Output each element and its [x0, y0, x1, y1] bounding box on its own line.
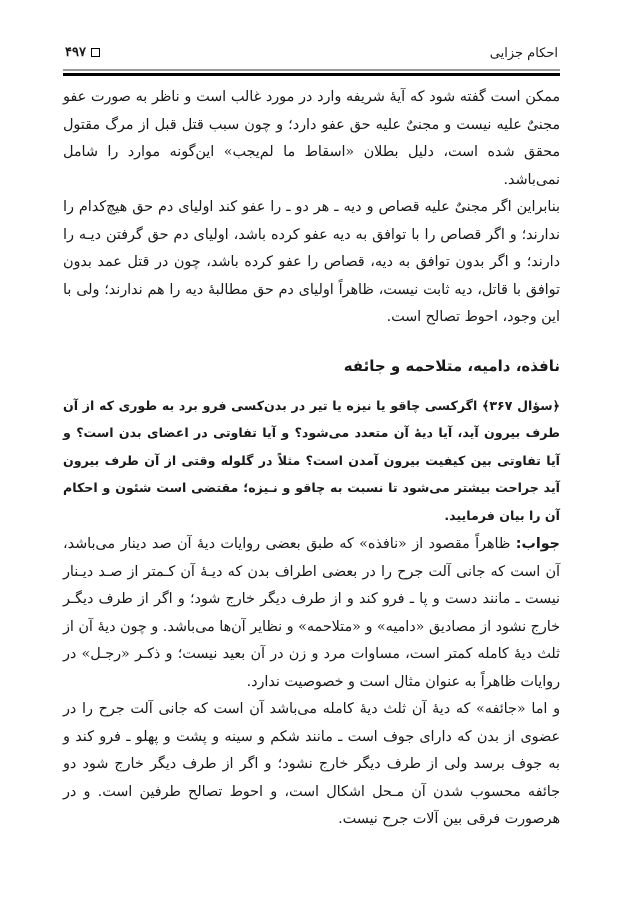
question-367: ﴿سؤال ۳۶۷﴾ اگرکسی چاقو یا نیزه یا تیر در بدن‌کسی فرو برد به طوری که از آن طرف بیرون آید، آیا دیهٔ آن متعدد می‌شود؟ و آیا تفاوتی در اعضای بدن است؟ و آیا تفاوتی بین کیفیت بیرون آمدن است؟ مثلاً در گلوله وقتی از آن طرف بیرون آید جراحت بیشتر می‌شود تا نسبت به چاقو و نـیزه؛ مقتضی است شئون و احکام آن را بیان فرمایید.: [63, 397, 560, 523]
header-rule-gray: [63, 69, 560, 71]
paragraph-1: ممکن است گفته شود که آیهٔ شریفه وارد در مورد غالب است و ناظر به صورت عفو مجنیٌ علیه نیست و مجنیٌ علیه حق عفو دارد؛ و چون سبب قتل قبل از مرگ مقتول محقق شده است، دلیل بطلان «اسقاط ما لم‌یجب» این‌گونه موارد را شامل نمی‌باشد.: [63, 89, 560, 188]
answer-label: جواب:: [515, 536, 560, 552]
page-number-block: [65, 45, 100, 60]
page-number: ۴۹۷: [65, 45, 86, 60]
book-page: [63, 0, 560, 899]
paragraph-2: بنابراین اگر مجنیٌ علیه قصاص و دیه ـ هر دو ـ را عفو کند اولیای دم حق هیچ‌کدام را ندارند؛ و اگر قصاص را با توافق به دیه عفو کرده باشد، اولیای دم حق گرفتن دیـه را دارند؛ و اگر بدون توافق به دیه، قصاص را عفو کرده باشد، چون در قتل عمد بدون توافق با قاتل، دیه ثابت نیست، ظاهراً اولیای دم حق مطالبهٔ دیه را هم ندارند؛ ولی با این وجود، احوط تصالح است.: [63, 199, 560, 325]
running-title: احکام جزایی: [489, 46, 558, 61]
section-heading: نافذه، دامیه، متلاحمه و جائفه: [343, 356, 560, 375]
page-body: [63, 84, 560, 834]
answer-paragraph-1: [63, 531, 560, 696]
page-header: [63, 44, 560, 64]
answer-text-1: ظاهراً مقصود از «نافذه» که طبق بعضی روایات دیهٔ آن صد دینار می‌باشد، آن است که جانی آلت جرح را در بعضی اطراف بدن که دیـهٔ آن کـمتر از صـد دیـنار نیست ـ مانند دست و پا ـ فرو کند و از طرف دیگر خارج شود؛ و اگر از طرف دیگـر خارج نشود از مصادیق «دامیه» و «متلاحمه» و نظایر آن‌ها می‌باشد. و چون دیهٔ آن از ثلث دیهٔ کامله کمتر است، مساوات مرد و زن در آن بعید نیست؛ و ذکـر «رجـل» در روایات ظاهراً به عنوان مثال است و خصوصیت ندارد.: [63, 536, 560, 690]
answer-paragraph-2: و اما «جائفه» که دیهٔ آن ثلث دیهٔ کامله می‌باشد آن است که جانی آلت جرح را در عضوی از بدن که دارای جوف است ـ مانند شکم و سینه و پشت و پهلو ـ فرو کند و به جوف برسد ولی از طرف دیگر خارج نشود؛ و اگر از طرف دیگر خارج شود دو جائفه محسوب شدن آن مـحل اشکال است، و احوط تصالح طرفین است. و در هرصورت فرقی بین آلات جرح نیست.: [63, 701, 560, 827]
header-rule-black: [63, 73, 560, 76]
square-outline-icon: [91, 48, 100, 57]
